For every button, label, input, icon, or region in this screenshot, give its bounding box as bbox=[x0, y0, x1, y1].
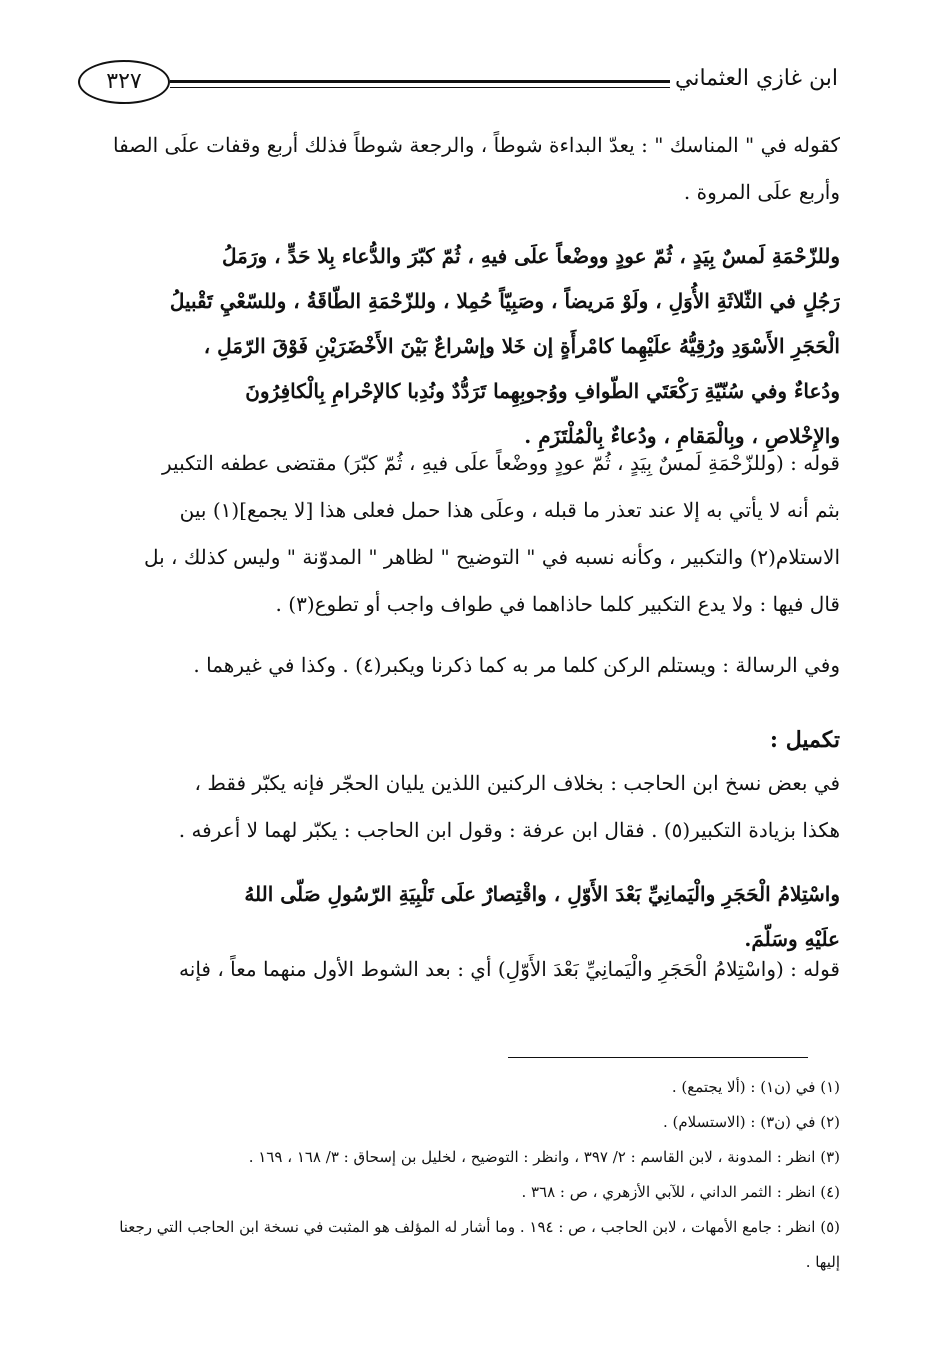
matn-line: وللزّحْمَةِ لَمسٌ بِيَدٍ ، ثُمّ عودٍ ووضْعاً علَى فيهِ ، ثُمّ كبّرَ والدُّعاء بِلا حَدٍّ ، ورَمَلُ bbox=[222, 244, 840, 268]
footnote: (٣) انظر : المدونة ، لابن القاسم : ٢/ ٣٩٧ ، وانظر : التوضيح ، لخليل بن إسحاق : ٣/ ١٦٨ ، ١٦٩ . bbox=[248, 1148, 840, 1166]
text-line: قال فيها : ولا يدع التكبير كلما حاذاهما في طواف واجب أو تطوع(٣) . bbox=[275, 592, 840, 616]
text-line: هكذا بزيادة التكبير(٥) . فقال ابن عرفة : وقول ابن الحاجب : يكبّر لهما لا أعرفه . bbox=[178, 818, 840, 842]
commentary-paragraph-1 bbox=[60, 122, 840, 216]
text-line: قوله : (وللزّحْمَةِ لَمسٌ بِيَدٍ ، ثُمّ عودٍ ووضْعاً علَى فيهِ ، ثُمّ كبّرَ) مقتضى عطفه التكبير bbox=[162, 451, 840, 475]
commentary-paragraph-2 bbox=[60, 440, 840, 628]
matn-line: والإِخْلاصِ ، وبِالْمَقامِ ، ودُعاءٌ بِالْمُلْتَزَمِ . bbox=[524, 424, 840, 448]
takmil-section bbox=[60, 720, 840, 854]
text-line: كقوله في " المناسك " : يعدّ البداءة شوطاً ، والرجعة شوطاً فذلك أربع وقفات علَى الصفا bbox=[112, 133, 840, 157]
header-rule-thick bbox=[170, 80, 670, 83]
matn-line: ودُعاءٌ وفي سُنّيّةِ رَكْعَتَي الطّوافِ ووُجوبِهِما تَرَدُّدٌ ونُدِبا كالإحْرامِ بِالْكافِرُونَ bbox=[245, 379, 840, 403]
footnote-separator bbox=[508, 1057, 808, 1058]
header-rule-thin bbox=[170, 87, 670, 88]
matn-line: الْحَجَرِ الأَسْوَدِ ورُقِيُّهُ علَيْهِما كامْرأَةٍ إن خَلا وإسْراعٌ بَيْنَ الأَخْضَرَيْنِ فَوْقَ الرّمَلِ ، bbox=[203, 334, 840, 358]
running-head-author: ابن غازي العثماني bbox=[675, 66, 838, 91]
text-line: في بعض نسخ ابن الحاجب : بخلاف الركنين اللذين يليان الحجّر فإنه يكبّر فقط ، bbox=[194, 771, 840, 795]
text-line: وفي الرسالة : ويستلم الركن كلما مر به كما ذكرنا ويكبر(٤) . وكذا في غيرهما . bbox=[193, 653, 840, 677]
page-number: ٣٢٧ bbox=[78, 60, 170, 104]
matn-line: رَجُلٍ في الثّلاثَةِ الأُوَلِ ، ولَوْ مَريضاً ، وصَبِيّاً حُمِلا ، وللزّحْمَةِ الطّاقَةُ ، وللسّعْيِ تَقْبيلُ bbox=[169, 289, 840, 313]
text-line: الاستلام(٢) والتكبير ، وكأنه نسبه في " التوضيح " لظاهر " المدوّنة " وليس كذلك ، بل bbox=[143, 545, 840, 569]
footnote: (٤) انظر : الثمر الداني ، للآبي الأزهري ، ص : ٣٦٨ . bbox=[521, 1183, 840, 1201]
matn-line: علَيْهِ وسَلّمَ. bbox=[744, 927, 840, 951]
footnote: (١) في (ن١) : (ألا يجتمع) . bbox=[671, 1078, 840, 1096]
footnote: إليها . bbox=[805, 1253, 840, 1271]
text-line: بثم أنه لا يأتي به إلا عند تعذر ما قبله ، وعلَى هذا حمل فعلى هذا [لا يجمع](١) بين bbox=[179, 498, 840, 522]
takmil-heading: تكميل : bbox=[769, 727, 840, 753]
footnote: (٢) في (ن٣) : (الاستسلام) . bbox=[662, 1113, 840, 1131]
footnote: (٥) انظر : جامع الأمهات ، لابن الحاجب ، ص : ١٩٤ . وما أشار له المؤلف هو المثبت في نسخة ابن الحاجب التي رجعنا bbox=[119, 1218, 840, 1236]
text-line: قوله : (واسْتِلامُ الْحَجَرِ والْيَمانِيِّ بَعْدَ الأَوّلِ) أي : بعد الشوط الأول منهما معاً ، فإنه bbox=[179, 957, 840, 981]
commentary-paragraph-4 bbox=[60, 946, 840, 993]
commentary-paragraph-3 bbox=[60, 642, 840, 689]
matn-paragraph-1 bbox=[60, 234, 840, 459]
text-line: وأربع علَى المروة . bbox=[683, 180, 840, 204]
page-header bbox=[78, 58, 838, 110]
footnotes bbox=[60, 1070, 840, 1280]
matn-line: واسْتِلامُ الْحَجَرِ والْيَمانِيِّ بَعْدَ الأَوّلِ ، واقْتِصارٌ علَى تَلْبِيَةِ الرّسُولِ صَلّى اللهُ bbox=[244, 882, 840, 906]
